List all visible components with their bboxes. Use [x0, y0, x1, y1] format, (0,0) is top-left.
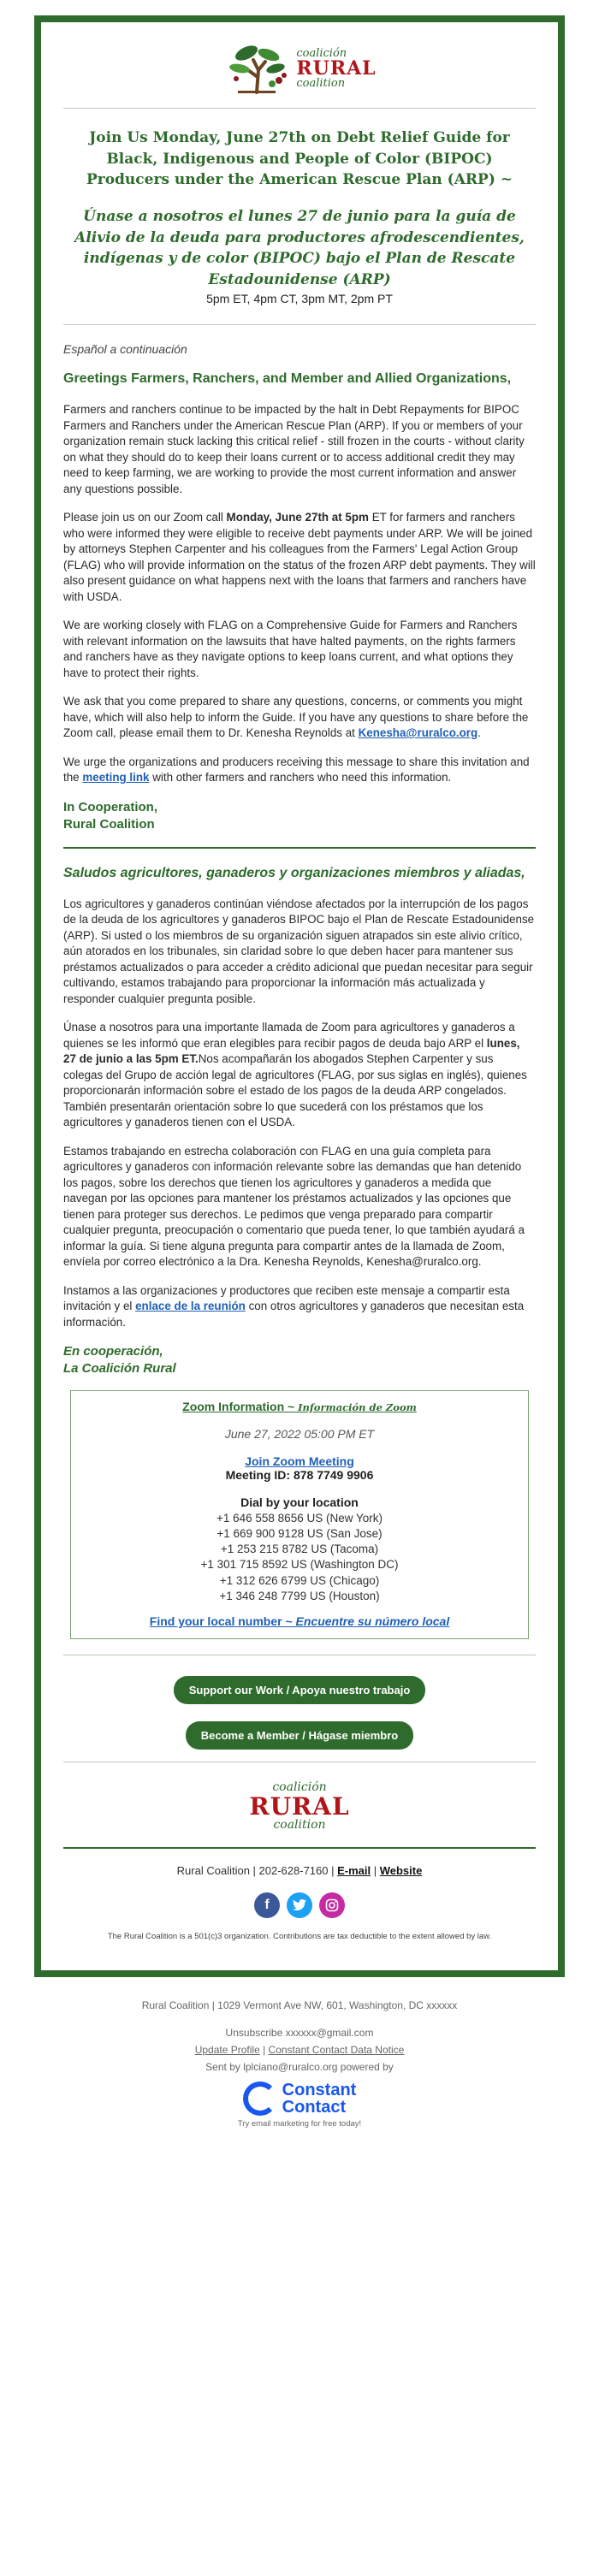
rural-coalition-logo[interactable]	[63, 41, 536, 96]
paragraph-es-4: Instamos a las organizaciones y productores que reciben este mensaje a compartir esta invitación y el enlace de la reunión con otros agricultores y ganaderos que necesitan esta información.	[63, 1283, 525, 1329]
spanish-below-note: Español a continuación	[63, 342, 187, 357]
zoom-info-box	[70, 1390, 529, 1639]
sent-by: Sent by lplciano@ruralco.org powered by	[205, 2060, 394, 2073]
headline-spanish: Únase a nosotros el lunes 27 de junio para la guía de Alivio de la deuda para productores afrodescendientes, indígenas y de color (BIPOC) bajo el Plan de Rescate Estadounidense (ARP)	[74, 207, 525, 288]
headline-english: Join Us Monday, June 27th on Debt Relief Guide for Black, Indigenous and People of Color (BIPOC) Producers under the American Rescue Plan (ARP) ~	[86, 129, 513, 189]
logo-middle-text: RURAL	[296, 57, 377, 80]
logo-top-text: coalición	[296, 47, 347, 60]
email-link[interactable]: E-mail	[337, 1863, 371, 1877]
constant-contact-icon	[243, 2082, 277, 2116]
signature-english: In Cooperation, Rural Coalition	[63, 799, 157, 832]
dial-line: +1 346 248 7799 US (Houston)	[219, 1589, 380, 1602]
enlace-reunion-link[interactable]: enlace de la reunión	[135, 1300, 246, 1313]
dial-line: +1 253 215 8782 US (Tacoma)	[220, 1543, 379, 1556]
zoom-info-title: Zoom Information ~ Información de Zoom	[182, 1399, 417, 1413]
greeting-english: Greetings Farmers, Ranchers, and Member and Allied Organizations,	[63, 371, 512, 387]
become-member-button[interactable]: Become a Member / Hágase miembro	[186, 1721, 413, 1750]
cc-tagline[interactable]: Try email marketing for free today!	[237, 2118, 362, 2129]
contact-line: Rural Coalition | 202-628-7160 | E-mail | Website	[176, 1863, 423, 1877]
greeting-spanish: Saludos agricultores, ganaderos y organizaciones miembros y aliadas,	[63, 866, 525, 881]
zoom-date: June 27, 2022 05:00 PM ET	[224, 1426, 375, 1441]
divider	[63, 324, 536, 325]
support-button[interactable]: Support our Work / Apoya nuestro trabajo	[174, 1676, 426, 1704]
email-container	[34, 15, 565, 1977]
email-footer: Rural Coalition | 1029 Vermont Ave NW, 601, Washington, DC xxxxxx Unsubscribe xxxxxx@gmail.com Update Profile | Constant Contact Data Notice Sent by lplciano@ruralco.org powered by Constant Contact Try email marketing for free today!	[0, 1977, 599, 2146]
tree-icon	[222, 41, 291, 96]
dial-title: Dial by your location	[240, 1495, 359, 1509]
data-notice-link[interactable]: Constant Contact Data Notice	[268, 2043, 405, 2056]
paragraph-es-3: Estamos trabajando en estrecha colaboración con FLAG en una guía completa para agricultores y ganaderos con información relevante sobre las demandas que han detenido los pagos, sobre los derechos que tienen los agricultores y ganaderos a medida que navegan por las opciones para mantener los préstamos actualizados y las opciones que tienen para proteger sus derechos. Le pedimos que venga preparado para compartir cualquier pregunta, preocupación o comentario que pueda tener, lo que también ayudará a informar la guía. Si tiene alguna pregunta para compartir antes de la llamada de Zoom, envíela por correo electrónico a la Dra. Kenesha Reynolds, Kenesha@ruralco.org.	[63, 1144, 525, 1269]
website-link[interactable]: Website	[379, 1863, 423, 1877]
rural-coalition-logo-footer: coalición RURAL coalition	[249, 1780, 350, 1833]
logo-bottom-text: coalition	[296, 77, 346, 90]
social-links	[63, 1889, 536, 1932]
join-zoom-link[interactable]: Join Zoom Meeting	[245, 1454, 354, 1468]
facebook-icon[interactable]: f	[254, 1892, 280, 1918]
meeting-link[interactable]: meeting link	[82, 771, 150, 785]
dial-line: +1 301 715 8592 US (Washington DC)	[200, 1558, 399, 1572]
constant-contact-logo[interactable]: Constant Contact	[0, 2082, 599, 2116]
section-divider	[63, 847, 536, 849]
event-times: 5pm ET, 4pm CT, 3pm MT, 2pm PT	[206, 292, 393, 306]
meeting-id: Meeting ID: 878 7749 9906	[225, 1467, 374, 1482]
paragraph-en-3: We are working closely with FLAG on a Comprehensive Guide for Farmers and Ranchers with relevant information on the lawsuits that have halted payments, on the rights farmers and ranchers have as they navigate options to keep loans current, and what options they have to protect their rights.	[63, 619, 518, 679]
dial-line: +1 669 900 9128 US (San Jose)	[216, 1526, 383, 1540]
unsubscribe-link[interactable]: Unsubscribe xxxxxx@gmail.com	[225, 2026, 374, 2039]
tax-notice: The Rural Coalition is a 501(c)3 organization. Contributions are tax deductible to the extent allowed by law.	[107, 1931, 492, 1941]
paragraph-en-5: We urge the organizations and producers receiving this message to share this invitation and the meeting link with other farmers and ranchers who need this information.	[63, 755, 530, 785]
divider	[63, 108, 536, 109]
update-profile-link[interactable]: Update Profile	[194, 2043, 260, 2056]
paragraph-en-2: Please join us on our Zoom call Monday, June 27th at 5pm ET for farmers and ranchers who were informed they were eligible to receive debt payments under ARP. We will be joined by attorneys Stephen Carpenter and his colleagues from the Farmers' Legal Action Group (FLAG) who will provide information on the status of the frozen ARP debt payments. They will also present guidance on what happens next with the loans that farmers and ranchers have with USDA.	[63, 511, 536, 603]
find-local-number-link[interactable]: Find your local number ~ Encuentre su número local	[149, 1614, 450, 1628]
instagram-icon[interactable]	[319, 1892, 345, 1918]
kenesha-email-link[interactable]: Kenesha@ruralco.org	[358, 726, 478, 740]
twitter-icon[interactable]	[287, 1892, 312, 1918]
footer-address: Rural Coalition | 1029 Vermont Ave NW, 601, Washington, DC xxxxxx	[141, 1999, 458, 2011]
paragraph-en-4: We ask that you come prepared to share any questions, concerns, or comments you might have, which will also help to inform the Guide. If you have any questions to share before the Zoom call, please email them to Dr. Kenesha Reynolds at Kenesha@ruralco.org.	[63, 695, 529, 740]
dial-line: +1 312 626 6799 US (Chicago)	[219, 1573, 380, 1587]
paragraph-es-2: Únase a nosotros para una importante llamada de Zoom para agricultores y ganaderos a quienes se les informó que eran elegibles para recibir pagos de deuda bajo ARP el lunes, 27 de junio a las 5pm ET.Nos acompañarán los abogados Stephen Carpenter y sus colegas del Grupo de acción legal de agricultores (FLAG, por sus siglas en inglés), quienes proporcionarán información sobre el estado de los pagos de la deuda ARP congelados. También presentarán orientación sobre lo que sucederá con los préstamos que los agricultores y ganaderos tienen con el USDA.	[63, 1021, 527, 1129]
paragraph-en-1: Farmers and ranchers continue to be impacted by the halt in Debt Repayments for BIPOC Farmers and Ranchers under the American Rescue Plan (ARP). If you or members of your organization remain stuck lacking this critical relief - still frozen in the courts - without clarity on what they should do to keep their loans current or to access additional credit they may need to keep farming, we are working to provide the most current information and answer any questions possible.	[63, 403, 525, 495]
paragraph-es-1: Los agricultores y ganaderos continúan viéndose afectados por la interrupción de los pagos de la deuda de los agricultores y ganaderos BIPOC bajo el Plan de Rescate Estadounidense (ARP). Si usted o los miembros de su organización siguen atrapados sin este alivio crítico, aún atorados en los tribunales, sin claridad sobre lo que deben hacer para mantener sus préstamos actualizados o para acceder a crédito adicional que puedan necesitar para seguir cultivando, estamos trabajando para proporcionar la información más actualizada y responder cualquier pregunta posible.	[63, 897, 535, 1005]
dial-line: +1 646 558 8656 US (New York)	[216, 1511, 383, 1525]
signature-spanish: En cooperación, La Coalición Rural	[63, 1344, 176, 1377]
